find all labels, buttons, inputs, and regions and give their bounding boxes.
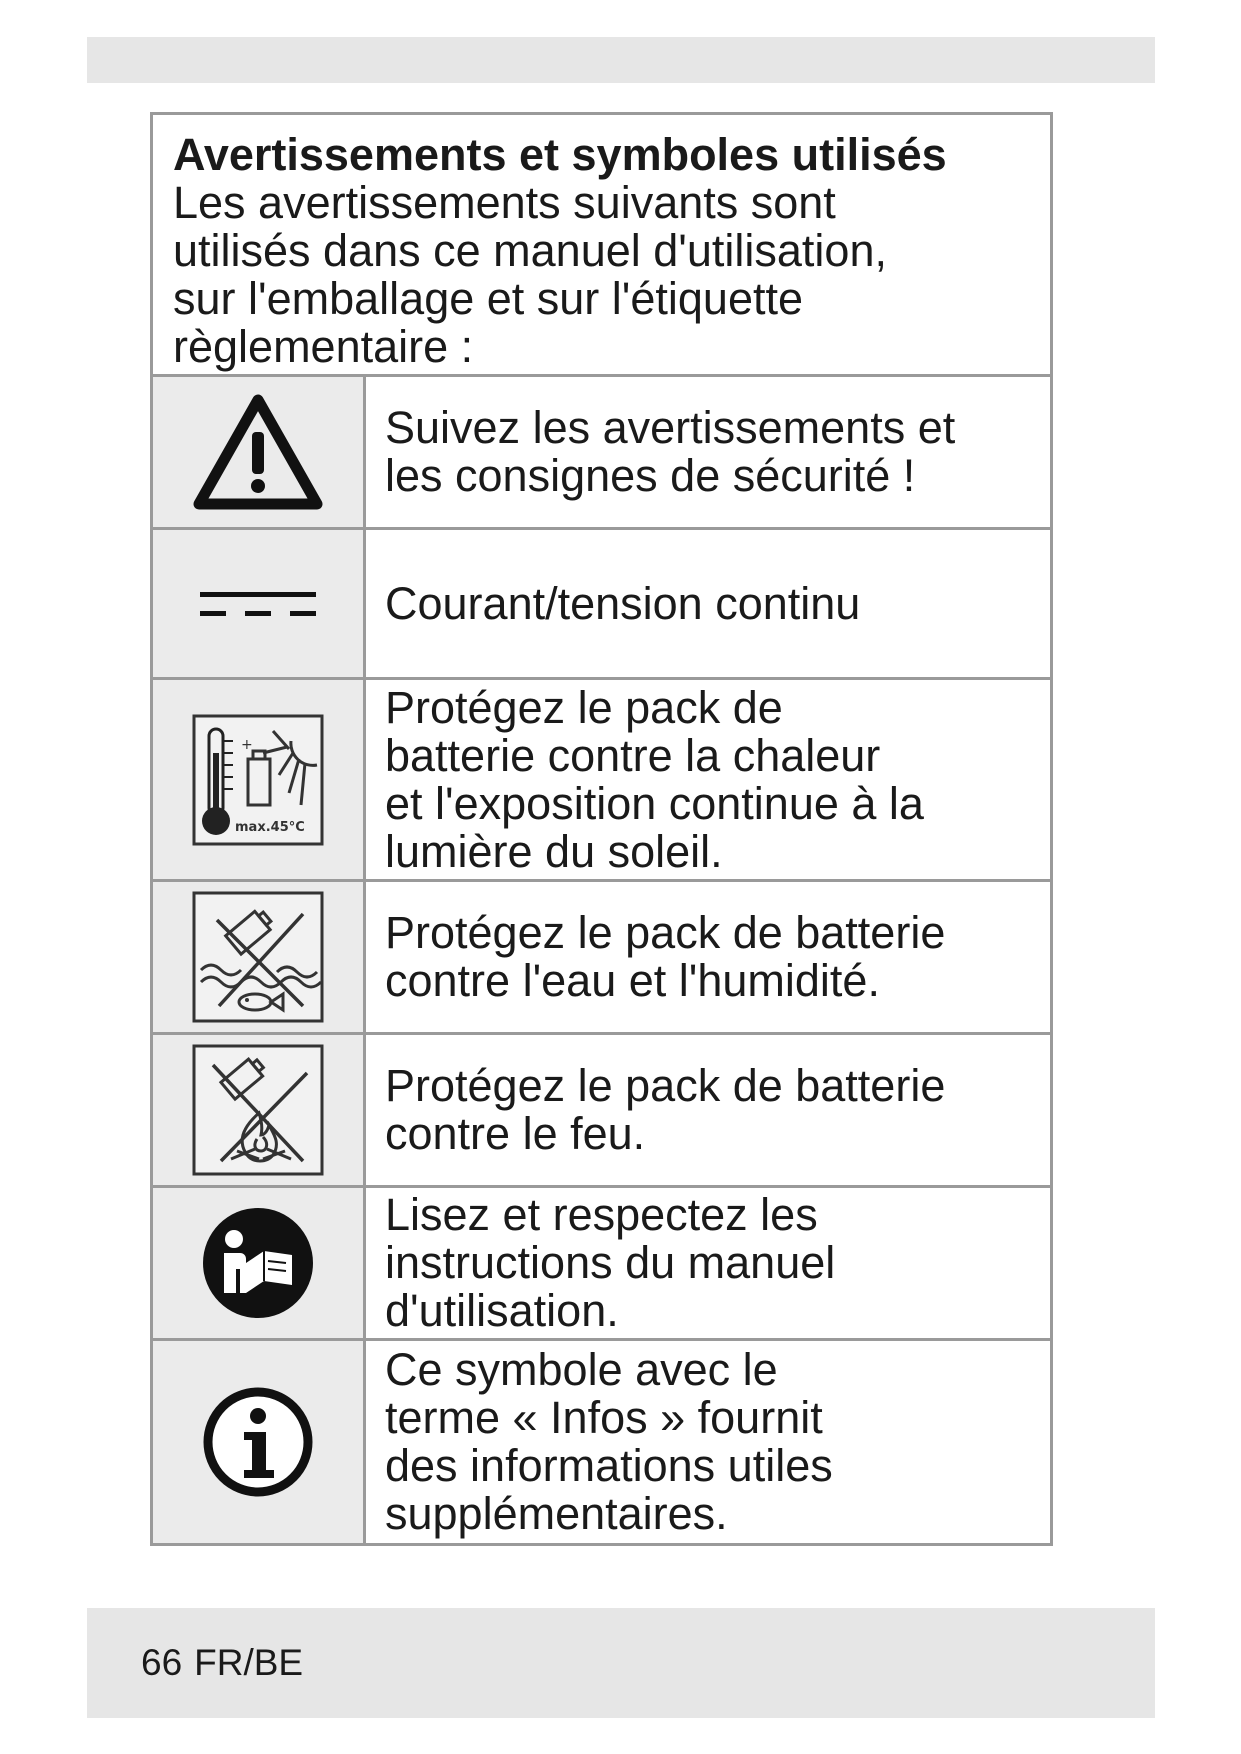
info-icon xyxy=(202,1386,314,1498)
description-line: supplémentaires. xyxy=(385,1488,728,1539)
description-line: contre le feu. xyxy=(385,1108,646,1159)
symbol-row-info xyxy=(153,1341,1050,1543)
symbol-cell xyxy=(153,882,366,1032)
description-line: instructions du manuel xyxy=(385,1237,836,1288)
symbol-cell xyxy=(153,1035,366,1185)
symbol-row-direct-current xyxy=(153,530,1050,680)
description-line: terme « Infos » fournit xyxy=(385,1392,823,1443)
symbol-description xyxy=(366,377,1050,527)
symbol-description xyxy=(366,530,1050,677)
description-line: Protégez le pack de batterie xyxy=(385,1060,946,1111)
heat-sun-battery-icon xyxy=(191,713,325,847)
no-water-battery-icon xyxy=(191,890,325,1024)
svg-text:+: + xyxy=(241,736,253,753)
page-number: 66 xyxy=(141,1642,183,1683)
description-line: Ce symbole avec le xyxy=(385,1344,778,1395)
description-line: contre l'eau et l'humidité. xyxy=(385,955,880,1006)
symbol-row-manual xyxy=(153,1188,1050,1341)
page-footer xyxy=(141,1642,303,1684)
description-line: les consignes de sécurité ! xyxy=(385,450,916,501)
symbol-description xyxy=(366,882,1050,1032)
symbol-row-warning xyxy=(153,377,1050,530)
description-line: et l'exposition continue à la xyxy=(385,777,924,829)
description-line: lumière du soleil. xyxy=(385,825,723,877)
description-line: Protégez le pack de batterie xyxy=(385,907,946,958)
read-manual-icon xyxy=(202,1207,314,1319)
description-line: Protégez le pack de xyxy=(385,681,783,733)
top-band xyxy=(87,37,1155,83)
description-line: batterie contre la chaleur xyxy=(385,729,881,781)
description-line: Lisez et respectez les xyxy=(385,1189,818,1240)
section-intro xyxy=(173,179,1032,371)
direct-current-icon xyxy=(200,584,316,624)
symbol-cell xyxy=(153,1188,366,1338)
svg-text:max.45°C: max.45°C xyxy=(235,819,305,835)
intro-line: règlementaire : xyxy=(173,321,474,372)
symbol-description xyxy=(366,1341,1050,1543)
symbols-table xyxy=(150,112,1053,1546)
intro-line: Les avertissements suivants sont xyxy=(173,177,836,228)
page-locale: FR/BE xyxy=(194,1642,304,1683)
symbol-cell xyxy=(153,530,366,677)
symbol-row-fire xyxy=(153,1035,1050,1188)
warning-triangle-icon xyxy=(193,394,323,510)
table-header xyxy=(153,115,1050,377)
symbol-row-heat xyxy=(153,680,1050,882)
symbol-cell xyxy=(153,680,366,879)
symbol-cell xyxy=(153,1341,366,1543)
description-line: d'utilisation. xyxy=(385,1285,619,1336)
symbol-row-water xyxy=(153,882,1050,1035)
description-line: des informations utiles xyxy=(385,1440,833,1491)
description-line: Suivez les avertissements et xyxy=(385,402,956,453)
intro-line: sur l'emballage et sur l'étiquette xyxy=(173,273,804,324)
symbol-description xyxy=(366,1188,1050,1338)
section-title: Avertissements et symboles utilisés xyxy=(173,129,947,180)
no-fire-battery-icon xyxy=(191,1043,325,1177)
description-line: Courant/tension continu xyxy=(385,577,861,629)
symbol-description xyxy=(366,1035,1050,1185)
intro-line: utilisés dans ce manuel d'utilisation, xyxy=(173,225,887,276)
symbol-cell xyxy=(153,377,366,527)
symbol-description xyxy=(366,680,1050,879)
